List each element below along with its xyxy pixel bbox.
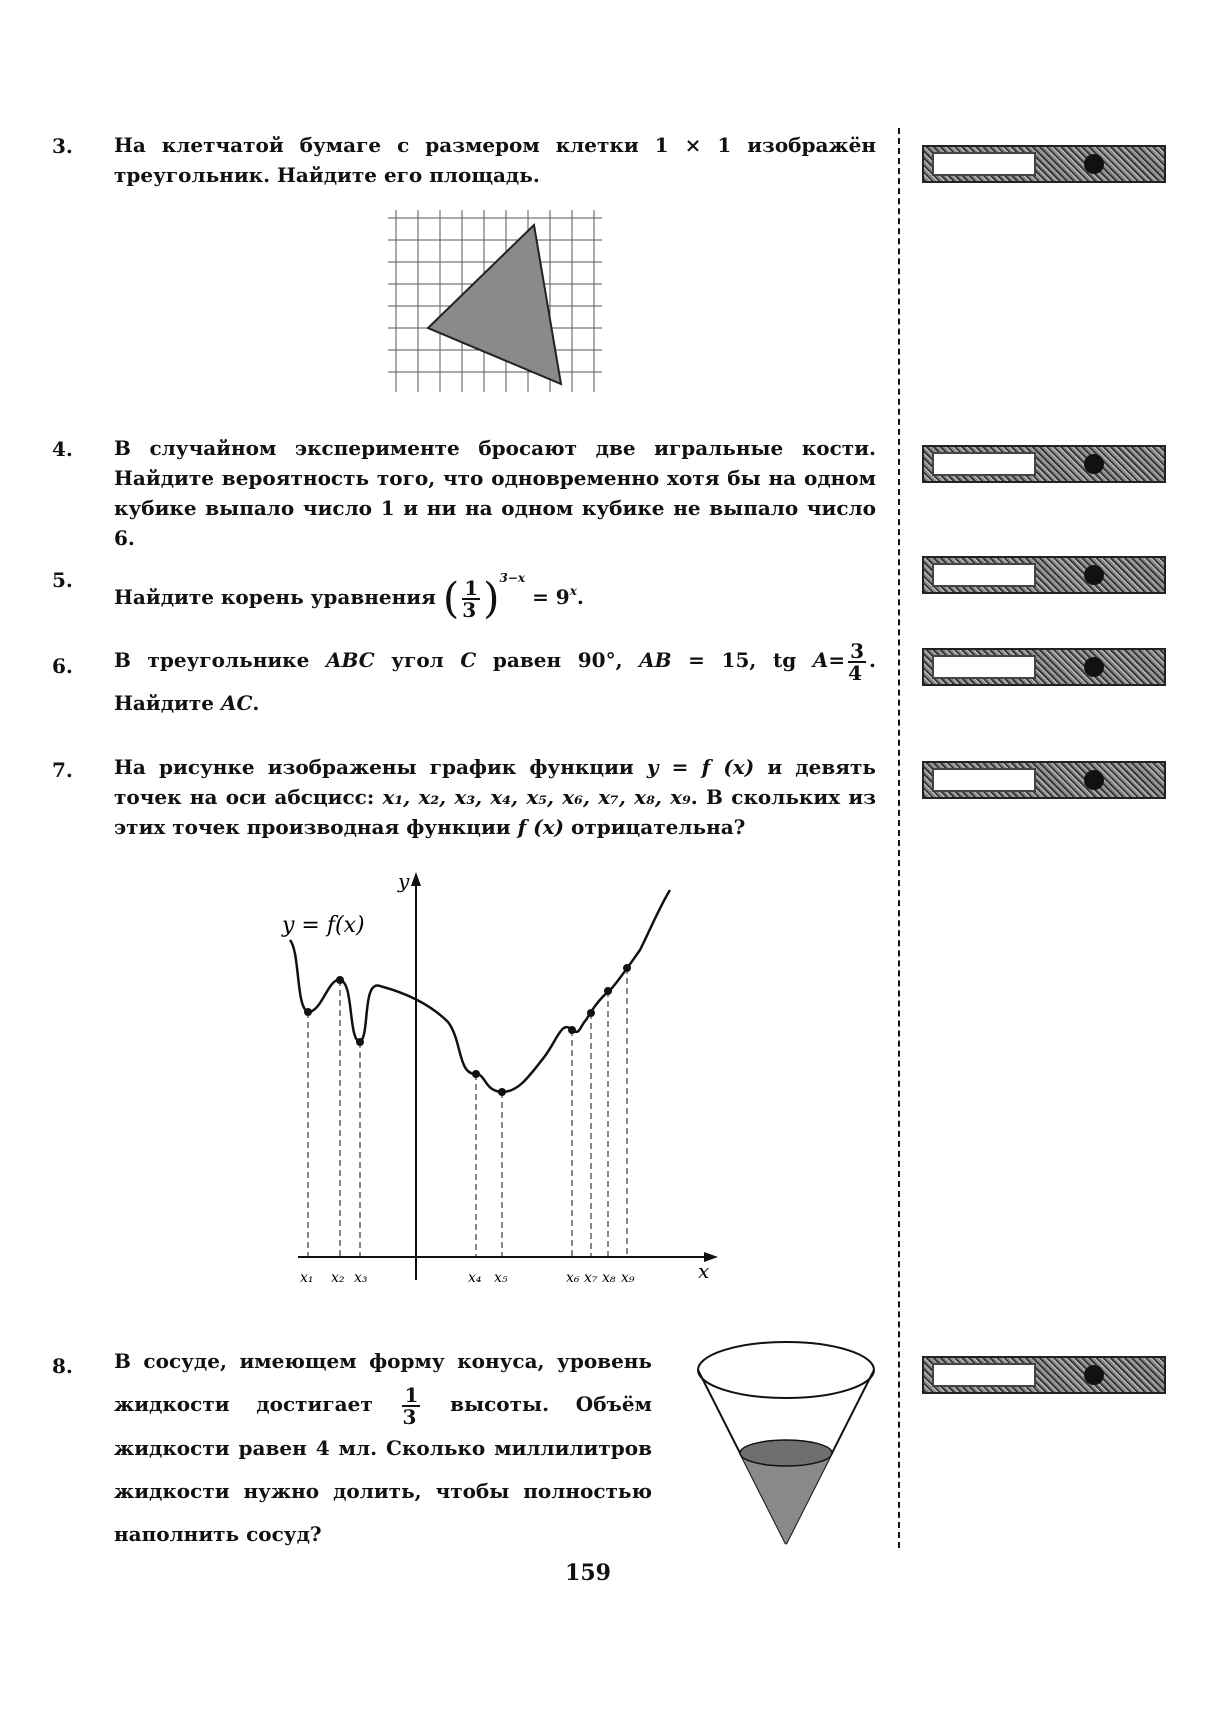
cone-figure: [694, 1340, 880, 1550]
problem-5-end: .: [576, 585, 584, 609]
problem-5-text: [114, 548, 876, 627]
cone-rim: [698, 1342, 874, 1398]
fraction-denominator: 3: [402, 1404, 417, 1429]
p7-part1: На рисунке изображены график функции: [114, 755, 634, 779]
p8-part2: высоты. Объём жидкости равен 4 мл. Сколько миллилитров жидкости нужно долить, чтобы полностью наполнить сосуд?: [114, 1392, 652, 1546]
triangle-shape: [428, 225, 561, 384]
answer-field-3[interactable]: [932, 152, 1036, 176]
answer-box-7: [922, 761, 1166, 799]
p6-part3: равен 90°,: [492, 648, 623, 672]
scan-mark: [1084, 454, 1104, 474]
p6-part5: . Найдите: [114, 648, 876, 715]
tick-label-x7: x₇: [584, 1270, 598, 1286]
fraction-denominator: 3: [462, 597, 477, 622]
answer-box-5: [922, 556, 1166, 594]
scan-mark: [1084, 565, 1104, 585]
p6-part1: В треугольнике: [114, 648, 310, 672]
problem-5-number: 5.: [52, 568, 73, 592]
tick-label-x4: x₄: [468, 1270, 482, 1286]
problem-7-number: 7.: [52, 758, 73, 782]
tick-label-x2: x₂: [331, 1270, 345, 1286]
problem-3-text: На клетчатой бумаге с размером клетки 1 × 1 изображён треугольник. Найдите его площадь.: [114, 133, 876, 187]
fraction-one-third: [402, 1382, 420, 1429]
p8-part1: В сосуде, имеющем форму конуса, уровень жидкости достигает: [114, 1349, 652, 1416]
liquid-surface: [740, 1440, 832, 1466]
p6-tg-var: A: [812, 648, 829, 672]
answer-field-8[interactable]: [932, 1363, 1036, 1387]
problem-5-exponent: 3−x: [499, 571, 526, 585]
answer-field-5[interactable]: [932, 563, 1036, 587]
p6-angle: C: [460, 648, 477, 672]
problem-8-text: [114, 1340, 652, 1556]
tick-label-x5: x₅: [494, 1270, 508, 1286]
fraction-denominator: 4: [848, 660, 863, 685]
problem-6-number: 6.: [52, 654, 73, 678]
p6-tg: tg: [772, 648, 797, 672]
fraction-three-quarters: [848, 638, 866, 685]
answer-box-6: [922, 648, 1166, 686]
tick-label-x6: x₆: [566, 1270, 580, 1286]
problem-4-number: 4.: [52, 437, 73, 461]
tick-labels: [300, 1270, 635, 1286]
problem-3-number: 3.: [52, 134, 73, 158]
right-paren: ): [483, 573, 500, 623]
tick-label-x1: x₁: [300, 1270, 314, 1286]
p6-part4: = 15,: [688, 648, 757, 672]
p7-func: y = f (x): [646, 755, 755, 779]
answer-field-4[interactable]: [932, 452, 1036, 476]
problem-8-number: 8.: [52, 1354, 73, 1378]
answer-box-8: [922, 1356, 1166, 1394]
guide-lines: [308, 968, 627, 1257]
p6-eq: =: [828, 648, 846, 672]
p6-triangle: ABC: [325, 648, 375, 672]
p6-target: AC: [220, 690, 253, 715]
margin-divider: [898, 128, 900, 1548]
p7-part4: отрицательна?: [570, 815, 746, 839]
tick-label-x8: x₈: [602, 1270, 616, 1286]
fraction-numerator: 3: [850, 638, 865, 663]
problem-5-tail-exponent: x: [569, 584, 577, 598]
fraction-numerator: 1: [464, 575, 479, 600]
y-axis-label: y: [398, 869, 410, 893]
y-axis-arrow: [411, 872, 421, 886]
p6-part2: угол: [391, 648, 444, 672]
p7-points: x₁, x₂, x₃, x₄, x₅, x₆, x₇, x₈, x₉: [382, 785, 691, 809]
scan-mark: [1084, 770, 1104, 790]
answer-box-3: [922, 145, 1166, 183]
scan-mark: [1084, 1365, 1104, 1385]
p6-side: AB: [639, 648, 672, 672]
scan-mark: [1084, 657, 1104, 677]
answer-field-6[interactable]: [932, 655, 1036, 679]
problem-6-text: [114, 640, 876, 723]
tick-label-x3: x₃: [354, 1270, 368, 1286]
problem-4-text: В случайном эксперименте бросают две игральные кости. Найдите вероятность того, что одновременно хотя бы на одном кубике выпало число 1 и ни на одном кубике не выпало число 6.: [114, 436, 876, 550]
tick-label-x9: x₉: [621, 1270, 635, 1286]
fraction-one-third: [462, 575, 480, 622]
function-graph: [270, 860, 730, 1300]
p7-part2: и девять точек на оси абсцисс:: [114, 755, 876, 809]
problem-5-lead: Найдите корень уравнения: [114, 585, 436, 609]
curve-label: y = f(x): [282, 913, 365, 938]
page-number: 159: [565, 1560, 611, 1586]
p6-end: .: [252, 690, 260, 715]
answer-field-7[interactable]: [932, 768, 1036, 792]
left-paren: (: [442, 573, 460, 623]
problem-5-tail: = 9: [532, 585, 570, 609]
triangle-grid-figure: [388, 210, 602, 392]
p7-part3: . В скольких из этих точек производная функции: [114, 785, 877, 839]
problem-7-text: [114, 752, 876, 842]
scan-mark: [1084, 154, 1104, 174]
p7-func2: f (x): [517, 815, 565, 839]
answer-box-4: [922, 445, 1166, 483]
x-axis-label: x: [698, 1259, 710, 1283]
fraction-numerator: 1: [404, 1382, 419, 1407]
